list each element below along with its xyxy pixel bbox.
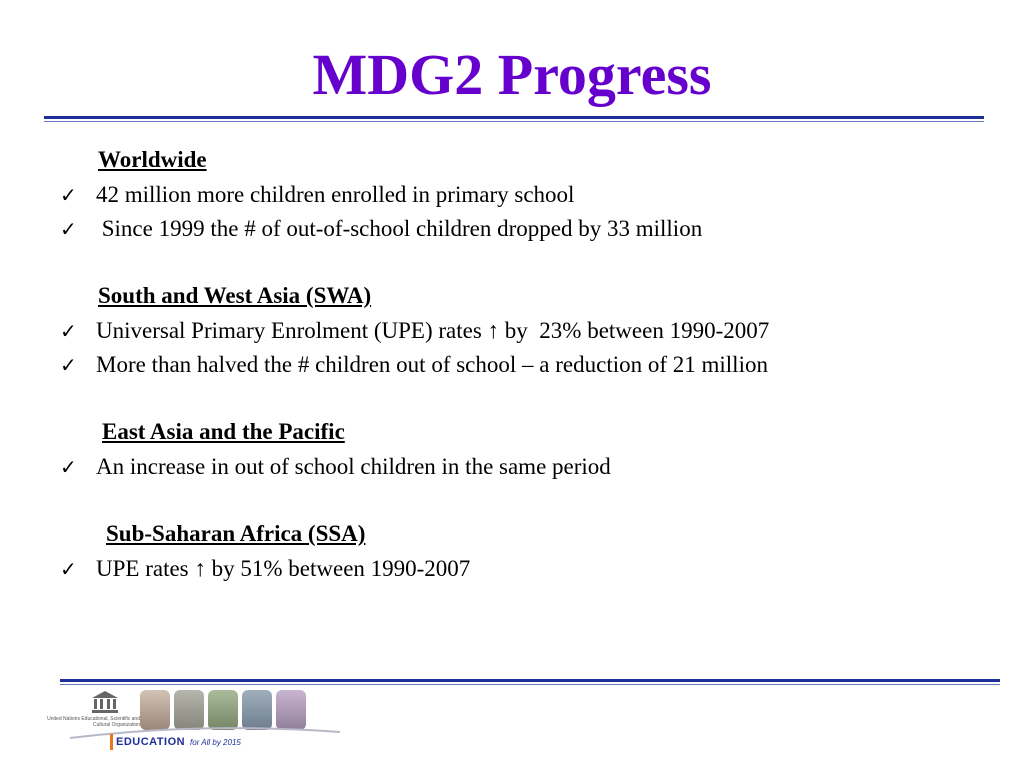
section-heading-east-asia: East Asia and the Pacific (102, 419, 345, 444)
education-logo-subtext: for All by 2015 (190, 738, 241, 747)
bullet-text: An increase in out of school children in the same period (96, 454, 611, 479)
check-icon: ✓ (60, 183, 77, 207)
bullet-item (60, 348, 980, 382)
top-divider-thin (44, 121, 984, 122)
bullet-text: More than halved the # children out of school – a reduction of 21 million (96, 352, 768, 377)
bullet-item (60, 552, 980, 586)
bullet-item (60, 450, 980, 484)
check-icon: ✓ (60, 455, 77, 479)
bullet-item (60, 178, 980, 212)
bullet-item (60, 212, 980, 246)
unesco-temple-icon (90, 690, 120, 714)
bullet-text: 42 million more children enrolled in primary school (96, 182, 575, 207)
slide-title: MDG2 Progress (312, 42, 712, 107)
bullet-text: Universal Primary Enrolment (UPE) rates ↑ by 23% between 1990-2007 (96, 318, 770, 343)
bullet-text: UPE rates ↑ by 51% between 1990-2007 (96, 556, 471, 581)
section-heading-ssa: Sub-Saharan Africa (SSA) (106, 521, 366, 546)
check-icon: ✓ (60, 217, 77, 241)
top-divider (44, 116, 984, 119)
bullet-item (60, 314, 980, 348)
slide-content (60, 144, 980, 586)
unesco-org-text: United Nations Educational, Scientific and Cultural Organization (47, 716, 140, 728)
check-icon: ✓ (60, 557, 77, 581)
footer-logo (30, 688, 350, 758)
education-accent-bar (110, 734, 113, 750)
section-heading-swa: South and West Asia (SWA) (98, 283, 372, 308)
education-logo-text: EDUCATION (116, 736, 186, 748)
bottom-divider (60, 679, 1000, 682)
bottom-divider-thin (60, 684, 1000, 685)
check-icon: ✓ (60, 353, 77, 377)
section-heading-worldwide: Worldwide (98, 147, 207, 172)
check-icon: ✓ (60, 319, 77, 343)
bullet-text: Since 1999 the # of out-of-school children dropped by 33 million (96, 216, 703, 241)
